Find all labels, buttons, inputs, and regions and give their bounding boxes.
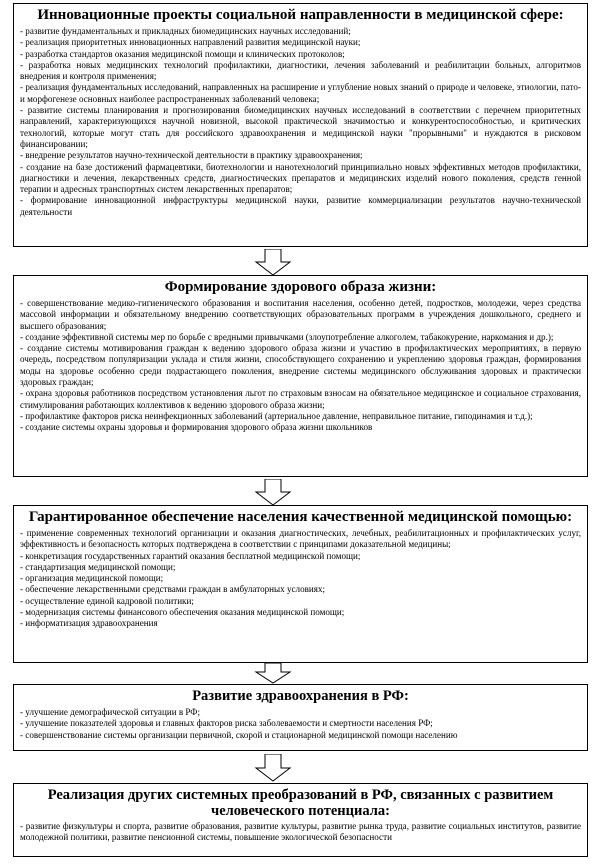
block-healthcare-development bbox=[13, 684, 588, 751]
block-title: Инновационные проекты социальной направленности в медицинской сфере: bbox=[37, 7, 564, 23]
block-title: Гарантированное обеспечение населения качественной медицинской помощью: bbox=[28, 509, 573, 525]
block-item: - обеспечение лекарственными средствами граждан в амбулаторных условиях; bbox=[20, 584, 326, 595]
block-item: - осуществление единой кадровой политики; bbox=[20, 595, 194, 606]
block-healthy-lifestyle bbox=[13, 275, 588, 477]
block-item: - создание системы охраны здоровья и формирования здорового образа жизни школьников bbox=[20, 422, 373, 433]
block-item: - развитие физкультуры и спорта, развитие образования, развитие культуры, развитие рынка труда, развитие социальных институтов, развитие молодежной политики, развитие пенсионной системы, повышение экологической безопасности bbox=[20, 821, 581, 843]
block-item: - совершенствование медико-гигиенического образования и воспитания населения, особенно детей, подростков, молодежи, через средства массовой информации и обязательному внедрению соответствующих образовательных программ в учреждения дошкольного, среднего и высшего образования; bbox=[20, 298, 581, 331]
block-innovation-projects bbox=[13, 3, 588, 247]
block-item: - формирование инновационной инфраструктуры медицинской науки, развитие коммерциализации результатов научно-технической деятельности bbox=[20, 195, 581, 217]
down-arrow-icon bbox=[250, 249, 296, 276]
block-item: - создание системы мотивирования граждан к ведению здорового образа жизни и участию в профилактических мероприятиях, в первую очередь, посредством популяризации уклада и стиля жизни, способствующего сохранению и укреплению здоровья граждан, формирования моды на здоровье особенно среди подрастающего поколения, внедрение системы медицинского обслуживания здоровых и практически здоровых граждан; bbox=[20, 343, 581, 388]
block-quality-medical-care bbox=[13, 505, 588, 663]
block-item: - разработка новых медицинских технологий профилактики, диагностики, лечения заболеваний и реабилитации больных, алгоритмов внедрения и контроля применения; bbox=[20, 59, 581, 82]
block-item: - создание на базе достижений фармацевтики, биотехнологии и нанотехнологий принципиально новых эффективных методов профилактики, диагностики и лечения, лекарственных средств, диагностических препаратов и медицинских изделий нового поколения, средств генной терапии и адресных транспортных систем лекарственных препаратов; bbox=[20, 161, 581, 195]
block-item: - совершенствование системы организации первичной, скорой и стационарной медицинской помощи населению bbox=[20, 729, 458, 740]
block-item: - внедрение результатов научно-технической деятельности в практику здравоохранения; bbox=[20, 150, 363, 161]
block-item: - улучшение показателей здоровья и главных факторов риска заболеваемости и смертности населения РФ; bbox=[20, 718, 433, 729]
block-systemic-transformations bbox=[13, 783, 588, 857]
block-title: Формирование здорового образа жизни: bbox=[164, 279, 437, 295]
block-items bbox=[20, 707, 581, 741]
block-items bbox=[20, 26, 581, 218]
block-items bbox=[20, 528, 581, 630]
block-item: - развитие системы планирования и прогнозирования биомедицинских научных исследований в соответствии с перечнем приоритетных направлений, характеризующихся научной новизной, высокой практической значимостью и конкурентоспособностью, и критических технологий, которые могут стать для российского здравоохранения и медицинской науки "прорывными" и нуждаются в рисковом финансировании; bbox=[20, 105, 581, 149]
block-item: - профилактике факторов риска неинфекционных заболеваний (артериальное давление, неправильное питание, гиподинамия и т.д.); bbox=[20, 410, 533, 421]
block-item: - применение современных технологий организации и оказания диагностических, лечебных, реабилитационных и профилактических услуг, эффективность и безопасность которых подтверждена в соответствии с принципами доказательной медицины; bbox=[20, 528, 581, 550]
block-items bbox=[20, 298, 581, 434]
block-items bbox=[20, 821, 581, 844]
block-item: - конкретизация государственных гарантий оказания бесплатной медицинской помощи; bbox=[20, 550, 361, 561]
down-arrow-icon bbox=[250, 479, 296, 506]
block-item: - стандартизация медицинской помощи; bbox=[20, 561, 176, 572]
block-item: - модернизация системы финансового обеспечения оказания медицинской помощи; bbox=[20, 607, 345, 618]
down-arrow-icon bbox=[250, 754, 296, 782]
block-title: Развитие здравоохранения в РФ: bbox=[192, 688, 409, 704]
block-item: - улучшение демографической ситуации в РФ; bbox=[20, 707, 201, 717]
block-item: - организация медицинской помощи; bbox=[20, 573, 164, 584]
block-title: Реализация других системных преобразований в РФ, связанных с развитием человеческого потенциала: bbox=[47, 787, 554, 819]
block-item: - реализация фундаментальных исследований, направленных на расширение и углубление новых знаний о природе и человеке, этиологии, пато- и морфогенезе основных наиболее распространенных заболеваний человека; bbox=[20, 82, 581, 104]
block-item: - охрана здоровья работников посредством установления льгот по страховым взносам на обязательное медицинское и социальное страхования, стимулирования работающих коллективов к ведению здорового образа жизни; bbox=[20, 388, 581, 410]
block-item: - создание эффективной системы мер по борьбе с вредными привычками (злоупотребление алкоголем, табакокурение, наркомания и др.); bbox=[20, 331, 554, 342]
block-item: - разработка стандартов оказания медицинской помощи и клинических протоколов; bbox=[20, 48, 345, 59]
block-item: - реализация приоритетных инновационных направлений развития медицинской науки; bbox=[20, 37, 361, 48]
down-arrow-icon bbox=[250, 663, 296, 684]
block-item: - развитие фундаментальных и прикладных биомедицинских научных исследований; bbox=[20, 26, 351, 36]
block-item: - информатизация здравоохранения bbox=[20, 618, 158, 629]
